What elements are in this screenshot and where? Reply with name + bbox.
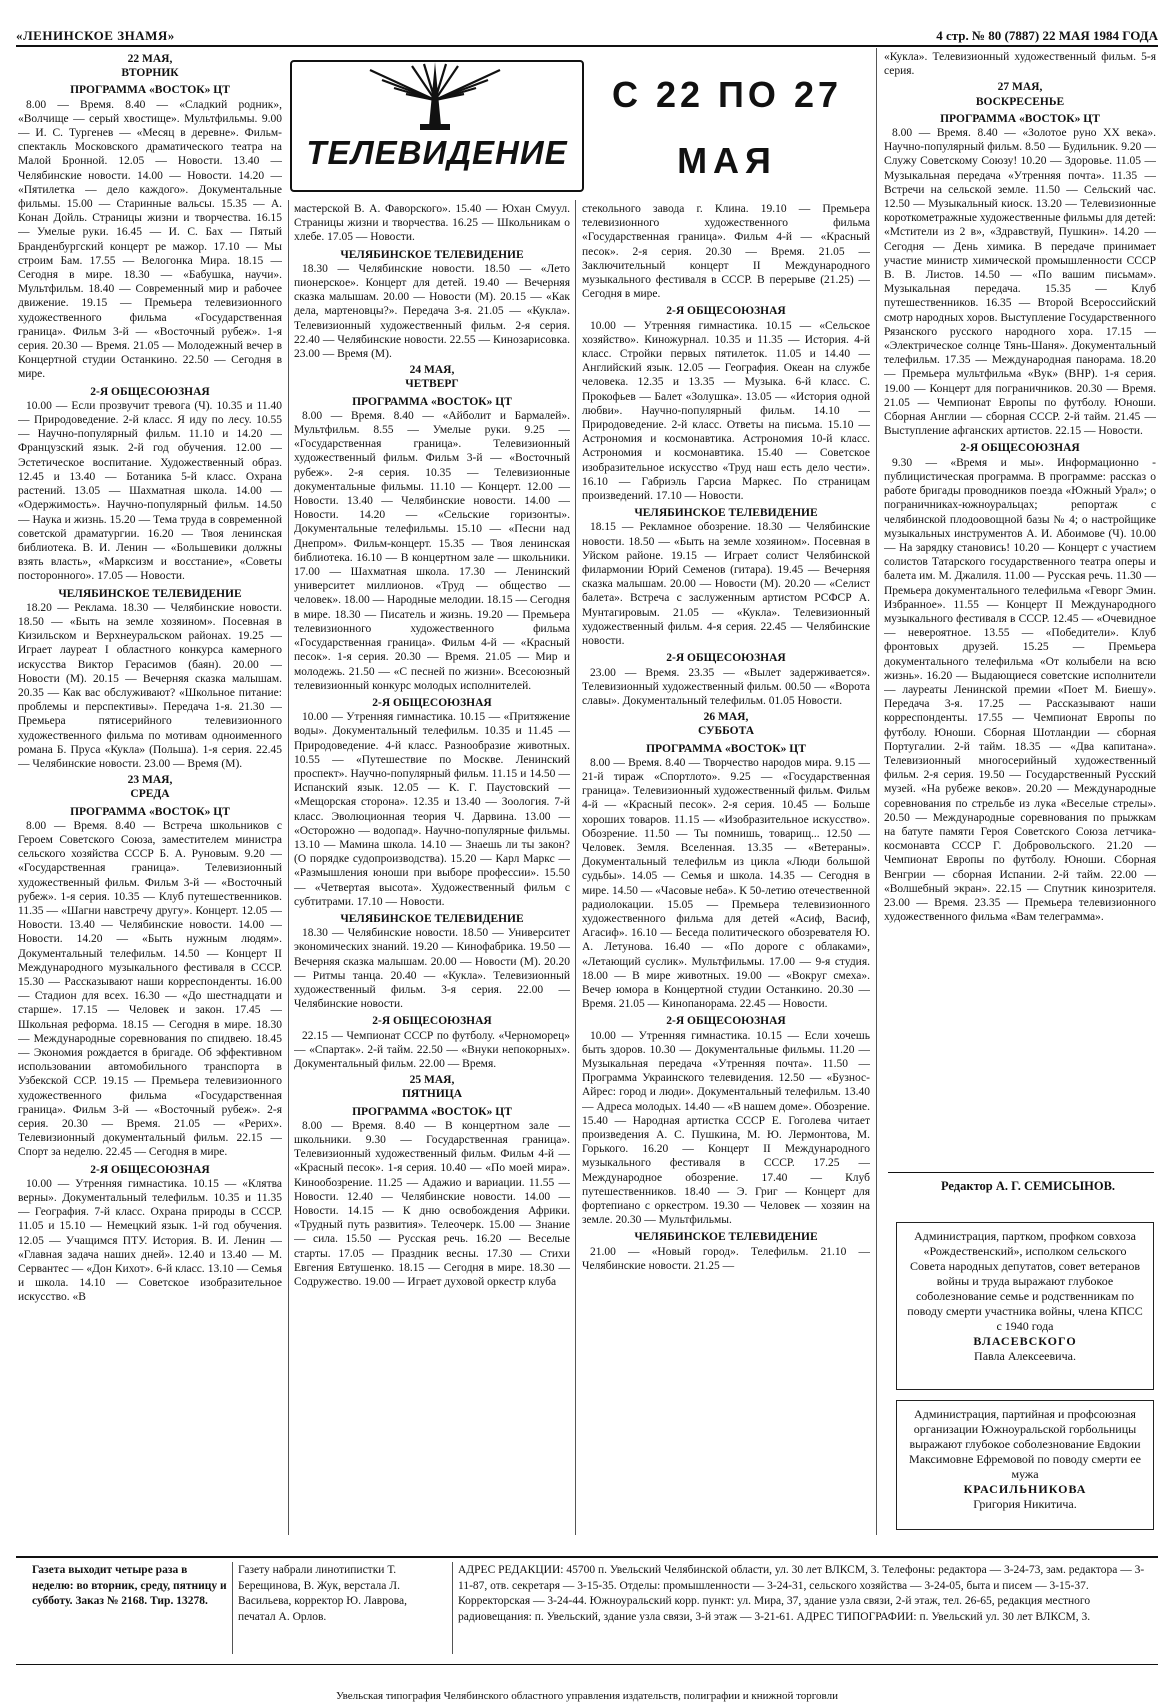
program-text: 10.00 — Утренняя гимнастика. 10.15 — «Притяжение воды». Документальный телефильм. 10.35 и 11.45 — Природоведение. 4-й класс. Разнообразие животных. 10.55 — «Путешествие по Москве. Ленинский проспект». Научно-популярный фильм. 11.15 и 14.50 — Испанский язык. 12.05 — К. Г. Паустовский — «Мещорская сторона». 12.35 и 13.40 — Зоология. 7-й класс. Эволюционная теория Ч. Дарвина. 13.00 — «Осторожно — водопад». Научно-популярные фильмы. 13.10 — Мамина школа. 14.10 — Знаешь ли ты закон? (О порядке судопроизводства). 15.20 — Карл Маркс — «Размышления юноши при выборе профессии». 15.50 — «Четвертая высота». Художественный фильм с субтитрами. 17.10 — Новости.	[294, 711, 570, 908]
program-text: «Кукла». Телевизионный художественный фильм. 5-я серия.	[884, 51, 1156, 78]
program-text: 10.00 — Утренняя гимнастика. 10.15 — Если хочешь быть здоров. 10.30 — Документальные фильмы. 11.20 — Музыкальная передача «Утренняя почта». 11.50 — Программа Украинского телевидения. 12.50 — «Бузнос-Айрес: город и люди». Документальный телефильм. 13.40 — Адреса молодых. 14.40 — «В нашем доме». Обозрение. 15.40 — Народная артистка СССР Е. Гоголева читает произведения А. С. Пушкина, М. Ю. Лермонтова, М. Горького. 16.20 — Концерт II Международного музыкального фестиваля в СССР. 17.25 — Международное обозрение. 17.40 — Клуб путешественников. 18.40 — Э. Григ — Концерт для фортепиано с оркестром. 19.30 — Человек — хозяин на земле. 20.30 — Мультфильмы.	[582, 1029, 870, 1227]
column-thursday-friday	[294, 202, 570, 1536]
section-heading: ПРОГРАММА «ВОСТОК» ЦТ	[940, 112, 1100, 125]
program-text: 18.20 — Реклама. 18.30 — Челябинские новости. 18.50 — «Быть на земле хозяином». Посевная в Кизильском и Верхнеуральском районах. 19.25 — Играет лауреат I областного конкурса камерного искусства Виктор Герасимов (баян). 20.00 — Новости (М). 20.15 — Вечерняя сказка малышам. 20.35 — Как вас обслуживают? «Школьное питание: проблемы и перспективы». Передача 1-я. 21.30 — Премьера пятисерийного телевизионного художественного фильма по мотивам одноименного романа Б. Пруса «Кукла» (Польша). 1-я серия. 22.45 — Челябинские новости. 23.00 — Время (М).	[18, 601, 282, 770]
day-date: 23 МАЯ,	[127, 774, 173, 787]
column-tuesday-wednesday	[18, 50, 282, 1536]
column-rule	[575, 200, 576, 1535]
program-text: 22.15 — Чемпионат СССР по футболу. «Черноморец» — «Спартак». 2-й тайм. 22.50 — «Внуки непокорных». Документальный фильм. 22.00 — Время.	[294, 1029, 570, 1070]
day-name: СУББОТА	[697, 725, 755, 738]
program-text: 10.00 — Если прозвучит тревога (Ч). 10.35 и 11.40 — Природоведение. 2-й класс. Я иду по лесу. 10.55 — Научно-популярный фильм. 11.10 и 14.20 — Французский язык. 2-й год обучения. 12.00 — Эстетическое воспитание. Художественный образ. 12.45 и 13.40 — Ботаника 5-й класс. Охрана растений. 13.05 — Шахматная школа. 14.00 — «Одержимость». Научно-популярный фильм. 14.50 — Наука и жизнь. 15.20 — Тема труда в современной советской драматургии. 16.20 — Твоя ленинская библиотека. В. И. Ленин — «Большевики должны взять власть», «Марксизм и восстание», «Советы посторонного». 17.05 — Новости.	[18, 399, 282, 583]
program-text: 9.30 — «Время и мы». Информационно - публицистическая программа. В программе: рассказ о работе бригады проводников поезда «Южный Урал»; о пограничниках-южноуральцах; репортаж с челябинской плодоовощной базы № 4; о настройщике музыкальных инструментов А. И. Абоимове (Ч). 10.00 — На зарядку становись! 10.20 — Концерт с участием солистов Татарского государственного театра оперы и балета им. М. Джалиля. 11.00 — Русская речь. 11.30 — Премьера документального телефильма «Геворг Эмин. Избранное». 11.55 — Концерт II Международного музыкального фестиваля в СССР. 12.45 — «Очевидное — невероятное. 13.55 — «Победители». Клуб фронтовых друзей. 15.25 — Премьера документального телефильма «От колыбели на всю жизнь». 16.20 — Выдающиеся советские исполнители — лауреаты Ленинской премии «Поет М. Биешу». Передача 3-я. 17.25 — Рассказывают наши корреспонденты. 17.55 — Чемпионат Европы по футболу. Юноши. Сборная Шотландии — сборная Португалии. 2-й тайм. 18.35 — «Два капитана». Телевизионный многосерийный художественный фильм. 2-я серия. 19.50 — Государственный Русский музей. «На рубеже веков». 20.20 — Международные соревнования по стрельбе из лука «Веселые стрелы». 20.50 — Международные соревнования по прыжкам на батуте памяти Героя Советского Союза летчика-космонавта СССР Г. Добровольского. 21.20 — Чемпионат Европы по футболу. Юноши. Сборная Венгрии — сборная Испании. 2-й тайм. 22.00 — «Волшебный экран». 22.15 — Спутник кинозрителя. 23.00 — Время. 23.35 — Премьера телевизионного художественного фильма «Вам телеграмма».	[884, 456, 1156, 924]
section-heading: ПРОГРАММА «ВОСТОК» ЦТ	[70, 84, 230, 97]
section-heading: ЧЕЛЯБИНСКОЕ ТЕЛЕВИДЕНИЕ	[340, 248, 524, 261]
printer-imprint: Увельская типография Челябинского областного управления издательств, полиграфии и книжной торговли	[336, 1690, 838, 1702]
issue-info: 4 стр. № 80 (7887) 22 МАЯ 1984 ГОДА	[936, 28, 1158, 43]
footer-divider	[232, 1562, 233, 1654]
header-rule	[16, 45, 1158, 47]
program-text: 8.00 — Время. 8.40 — Встреча школьников с Героем Советского Союза, заместителем министра сельского хозяйства СССР Б. А. Руновым. 9.20 — «Государственная граница». Телевизионный художественный фильм. Фильм 3-й — «Восточный рубеж». 1-я серия. 10.35 — Клуб путешественников. 11.35 — «Шагни навстречу другу». Концерт. 12.05 — Новости. 13.40 — Челябинские новости. 14.00 — Новости. 14.20 — «Быть нужным людям». Документальный телефильм. 14.50 — Концерт II Международного музыкального фестиваля в СССР. 15.30 — Рассказывают наши корреспонденты. 16.00 — Стадион для всех. 16.30 — «До шестнадцати и старше». 17.15 — Человек и закон. 17.45 — Школьная реформа. 18.15 — Сегодня в мире. 18.30 — Международные соревнования по спидвею. 18.45 — Экономия рождается в бригаде. Об эффективном использовании автомобильного транспорта в Узбекской ССР. 19.15 — Премьера телевизионного художественного фильма «Государственная граница». Фильм 3-й — «Восточный рубеж». 2-я серия. 20.30 — Время. 21.05 — «Рерих». Телевизионный документальный фильм. 22.15 — Спорт за неделю. 22.45 — Сегодня в мире.	[18, 819, 282, 1159]
typesetting-credits: Газету набрали линотипистки Т. Берещинова, В. Жук, верстала Л. Васильева, корректор Ю. Лаврова, печатал А. Орлов.	[238, 1564, 407, 1623]
column-rule	[876, 48, 877, 1535]
program-text: 21.00 — «Новый город». Телефильм. 21.10 — Челябинские новости. 21.25 —	[582, 1245, 870, 1272]
day-name: ПЯТНИЦА	[401, 1088, 463, 1101]
footer-divider	[452, 1562, 453, 1654]
day-date: 22 МАЯ,	[127, 53, 173, 65]
column-sunday	[884, 50, 1156, 1170]
deceased-surname: ВЛАСЕВСКОГО	[973, 1334, 1077, 1348]
tv-tower-icon	[292, 62, 578, 132]
section-heading: 2-Я ОБЩЕСОЮЗНАЯ	[666, 652, 786, 665]
day-name: ВОСКРЕСЕНЬЕ	[975, 95, 1065, 108]
program-text: 8.00 — Время. 8.40 — Творчество народов мира. 9.15 — 21-й тираж «Спортлото». 9.25 — «Государственная граница». Телевизионный художественный фильм. Фильм 4-й — «Красный песок». 2-я серия. 10.45 — Больше хороших товаров. 11.15 — «Изобразительное искусство». Обозрение. 11.50 — Ты помнишь, товарищ... 12.50 — Человек. Земля. Вселенная. 13.35 — «Ветераны». Документальный телефильм из цикла «Люди большой судьбы». 14.05 — Семья и школа. 14.35 — Сегодня в мире. 14.50 — «Часовые неба». К 50-летию отечественной радиолокации. 15.05 — Премьера телевизионного художественного фильма для детей «Асиф, Васиф, Агасиф». 16.10 — Беседа политического обозревателя Ю. А. Летунова. 16.40 — «По дороге с облаками», «Летающий суслик». Мультфильмы. 17.00 — 9-я студия. 18.00 — В мире животных. 19.00 — «Вокруг смеха». Вечер юмора в Концертной студии Останкино. 20.30 — Время. 21.05 — Кинопанорама. 22.45 — Новости.	[582, 756, 870, 1011]
tv-banner	[290, 52, 864, 198]
condolence-notice	[896, 1222, 1154, 1390]
banner-dates: С 22 ПО 27	[612, 74, 842, 115]
editor-signature: Редактор А. Г. СЕМИСЫНОВ.	[940, 1179, 1116, 1193]
section-heading: ЧЕЛЯБИНСКОЕ ТЕЛЕВИДЕНИЕ	[634, 507, 818, 520]
program-text: мастерской В. А. Фаворского». 15.40 — Юхан Смуул. Страницы жизни и творчества. 16.25 — Школьникам о хлебе. 17.05 — Новости.	[294, 203, 570, 244]
column-rule	[288, 200, 289, 1535]
condolence-notice	[896, 1400, 1154, 1530]
section-heading: ПРОГРАММА «ВОСТОК» ЦТ	[70, 805, 230, 818]
day-name: СРЕДА	[130, 788, 170, 801]
section-heading: 2-Я ОБЩЕСОЮЗНАЯ	[90, 385, 210, 398]
program-text: 23.00 — Время. 23.35 — «Вылет задерживается». Телевизионный художественный фильм. 00.50 — «Ворота славы». Документальный телефильм. 01.05 Новости.	[582, 666, 870, 707]
banner-title: ТЕЛЕВИДЕНИЕ	[306, 134, 568, 171]
program-text: стекольного завода г. Клина. 19.10 — Премьера телевизионного художественного фильма «Государственная граница». Фильм 4-й — «Красный песок». 2-я серия. 20.30 — Время. 21.05 — Заключительный концерт II Международного музыкального фестиваля в СССР. В перерыве (21.25) — Сегодня в мире.	[582, 203, 870, 301]
section-heading: ПРОГРАММА «ВОСТОК» ЦТ	[646, 742, 806, 755]
newspaper-header	[16, 28, 1158, 44]
deceased-name: Павла Алексеевича.	[974, 1349, 1076, 1363]
publication-info: Газета выходит четыре раза в неделю: во вторник, среду, пятницу и субботу. Заказ № 2168. Тир. 13278.	[32, 1564, 227, 1607]
column-saturday	[582, 202, 870, 1536]
program-text: 8.00 — Время. 8.40 — «Золотое руно XX века». Научно-популярный фильм. 8.50 — Будильник. 9.20 — Служу Советскому Союзу! 10.20 — Здоровье. 11.05 — Музыкальная передача «Утренняя почта». 11.35 — Встречи на сельской земле. 11.50 — Сельский час. 12.50 — Музыкальный киоск. 13.20 — Телевизионные короткометражные художественные фильмы для детей: «Мстители из 2 в», «Здравствуй, Пушкин». 14.20 — Сегодня — День химика. В передаче принимает участие министр химической промышленности СССР В. В. Листов. 14.50 — «По вашим письмам». Музыкальная передача. 15.35 — Клуб путешественников. 16.35 — Второй Всероссийский смотр народных хоров. Выступление Государственного Рязанского русского народного хора. 17.15 — «Электрическое солнце Тянь-Шаня». Документальный телефильм. 17.35 — Международная панорама. 18.20 — Премьера мультфильма «Вук» (ВНР). 1-я серия. 19.00 — Концерт для пограничников. 20.30 — Время. 21.05 — Чемпионат Европы по футболу. Юноши. Сборная Англии — сборная СССР. 2-й тайм. 21.45 — Выступление афганских артистов. 22.15 — Новости.	[884, 127, 1156, 438]
footer-rule	[16, 1664, 1158, 1665]
day-date: 27 МАЯ,	[997, 81, 1043, 94]
deceased-name: Григория Никитича.	[973, 1497, 1077, 1511]
day-date: 26 МАЯ,	[703, 711, 749, 724]
banner-box	[290, 60, 584, 192]
deceased-surname: КРАСИЛЬНИКОВА	[963, 1482, 1087, 1496]
section-heading: 2-Я ОБЩЕСОЮЗНАЯ	[960, 442, 1080, 455]
program-text: 18.15 — Рекламное обозрение. 18.30 — Челябинские новости. 18.50 — «Быть на земле хозяином». Посевная в Уйском районе. 19.15 — Играет солист Челябинской филармонии Юрий Семенов (гитара). 19.45 — Вечерняя сказка малышам. 20.00 — Новости (М). 20.20 — «Селист балета». Встреча с заслуженным артистом РСФСР А. Мунтагировым. 21.05 — «Кукла». Телевизионный художественный фильм. 4-я серия. 22.45 — Челябинские новости.	[582, 521, 870, 648]
program-text: 8.00 — Время. 8.40 — В концертном зале — школьники. 9.30 — Государственная граница». Телевизионный художественный фильм. Фильм 4-й — «Красный песок». 1-я серия. 10.40 — «По моей мира». Кинообозрение. 11.25 — Адажио и вариации. 11.55 — Новости. 12.40 — Челябинские новости. 14.00 — Новости. 14.15 — К дню освобождения Африки. «Трудный путь развития». Телеочерк. 15.00 — Знание — сила. 15.50 — Русская речь. 16.20 — Веселые старты. 17.05 — Праздник весны. 17.30 — Стихи Евгения Евтушенко. 18.15 — Сегодня в мире. 18.30 — Содружество. 19.00 — Играет духовой оркестр клуба	[294, 1119, 570, 1289]
section-heading: ПРОГРАММА «ВОСТОК» ЦТ	[352, 1105, 512, 1118]
editorial-address: АДРЕС РЕДАКЦИИ: 45700 п. Увельский Челябинской области, ул. 30 лет ВЛКСМ, 3. Телефоны: редактора — 3-24-73, зам. редактора — 3-11-87, отв. секретаря — 3-15-35. Отделы: промышленности — 3-24-31, сельского хозяйства — 3-24-05, быта и писем — 3-15-37. Корректорская — 3-24-44. Южноуральский корр. пункт: ул. Мира, 37, здание узла связи, 2-й этаж, тел. 26-65, редакция местного радиовещания: п. Увельский, здание узла связи, 3-й этаж — 3-21-61. АДРЕС ТИПОГРАФИИ: п. Увельский ул. 30 лет ВЛКСМ, 3.	[458, 1564, 1145, 1623]
banner-month: МАЯ	[677, 140, 777, 181]
newspaper-title: «ЛЕНИНСКОЕ ЗНАМЯ»	[16, 28, 175, 43]
program-text: 10.00 — Утренняя гимнастика. 10.15 — «Сельское хозяйство». Киножурнал. 10.35 и 11.35 — История. 4-й класс. Стройки первых пятилеток. 11.05 и 14.40 — Английский язык. 12.05 — География. Океан на службе человека. 12.35 и 13.35 — Музыка. 6-й класс. С. Прокофьев — Балет «Золушка». 13.05 — «История одной любви». Научно-популярный фильм. 14.10 — Природоведение. 2-й класс. Ответы на письма. 15.10 — Астрономия и космонавтика. Астрономия 10-й класс. Астрономия и космонавтика. 15.40 — Советское изобразительное искусство «Труд наш есть дело чести». 16.10 — Габриэль Гарсиа Маркес. По страницам произведений. 17.10 — Новости.	[582, 319, 870, 503]
program-text: 8.00 — Время. 8.40 — «Айболит и Бармалей». Мультфильм. 8.55 — Умелые руки. 9.25 — «Государственная граница». Телевизионный художественный фильм. Фильм 3-й — «Восточный рубеж». 2-я серия. 10.35 — Телевизионные документальные фильмы. 11.10 — Концерт. 12.00 — Новости. 13.40 — Челябинские новости. 14.00 — Новости. 14.20 — «Сельские горизонты». Документальные телефильмы. 15.10 — «Песни над Днепром». Фильм-концерт. 15.35 — Твоя ленинская библиотека. 16.10 — В концертном зале — школьники. 17.00 — Шахматная школа. 17.30 — Ленинский университет миллионов. «Труд — общество — человек». 18.00 — Народные мелодии. 18.15 — Сегодня в мире. 18.30 — Писатель и жизнь. 19.20 — Премьера телевизионного художественного фильма «Государственная граница». Фильм 4-й — «Красный песок». 1-я серия. 20.30 — Время. 21.05 — Мир и молодежь. 21.50 — «С песней по жизни». Всесоюзный телевизионный конкурс молодых исполнителей.	[294, 409, 570, 692]
notice-text: Администрация, партком, профком совхоза «Рождественский», исполком сельского Совета народных депутатов, совет ветеранов войны и труда выражают глубокое соболезнование семье и родственникам по поводу смерти участника войны, члена КПСС с 1940 года	[907, 1229, 1143, 1333]
section-heading: ЧЕЛЯБИНСКОЕ ТЕЛЕВИДЕНИЕ	[634, 1231, 818, 1244]
day-date: 24 МАЯ,	[409, 364, 455, 377]
section-heading: 2-Я ОБЩЕСОЮЗНАЯ	[372, 696, 492, 709]
program-text: 8.00 — Время. 8.40 — «Сладкий родник», «Волчище — серый хвостище». Мультфильмы. 9.00 — И. С. Тургенев — «Месяц в деревне». Фильм-спектакль Московского драматического театра на Малой Бронной. 12.05 — Новости. 13.40 — Челябинские новости. 14.00 — Новости. 14.20 — «Пятилетка — дело каждого». Документальные фильмы. 15.00 — Старинные вальсы. 15.35 — А. Конан Дойль. Страницы жизни и творчества. 16.15 — Умелые руки. 16.45 — И. С. Бах — Пятый Бранденбургский концерт ре мажор. 17.10 — Мы строим Бам. 17.55 — Велогонка Мира. 18.15 — Сегодня в мире. 18.30 — «Бабушка, научи». Мультфильм. 18.40 — Современный мир и рабочее движение. 19.15 — Премьера телевизионного художественного фильма «Государственная граница». Фильм 3-й — «Восточный рубеж». 1-я серия. 20.30 — Время. 21.05 — Молодежный вечер в Концертной студии Останкино. 22.50 — Сегодня в мире.	[18, 98, 282, 381]
day-name: ВТОРНИК	[121, 67, 179, 80]
program-text: 10.00 — Утренняя гимнастика. 10.15 — «Клятва верны». Документальный телефильм. 10.35 и 11.35 — География. 7-й класс. Охрана природы в СССР. 11.05 и 15.10 — Немецкий язык. 1-й год обучения. 12.05 — Учащимся ПТУ. История. В. И. Ленин — «Главная задача наших дней». 12.40 и 13.40 — М. Сервантес — «Дон Кихот». 6-й класс. 13.10 — Семья и школа. 14.10 — Советское изобразительное искусство. «В	[18, 1177, 282, 1304]
day-date: 25 МАЯ,	[409, 1074, 455, 1087]
notice-text: Администрация, партийная и профсоюзная организации Южноуральской горбольницы выражают глубокое соболезнование Евдокии Максимовне Ефремовой по поводу смерти ее мужа	[909, 1407, 1141, 1481]
program-text: 18.30 — Челябинские новости. 18.50 — «Лето пионерское». Концерт для детей. 19.40 — Вечерняя сказка малышам. 20.00 — Новости (М). 20.15 — «Как дела, мартеновцы?». Передача 3-я. 21.05 — «Кукла». Телевизионный художественный фильм. 2-я серия. 22.40 — Челябинские новости. 22.55 — Кинозарисовка. 23.00 — Время (М).	[294, 262, 570, 361]
section-heading: 2-Я ОБЩЕСОЮЗНАЯ	[90, 1163, 210, 1176]
section-heading: 2-Я ОБЩЕСОЮЗНАЯ	[666, 1015, 786, 1028]
section-heading: ЧЕЛЯБИНСКОЕ ТЕЛЕВИДЕНИЕ	[340, 912, 524, 925]
day-name: ЧЕТВЕРГ	[405, 378, 459, 391]
section-heading: 2-Я ОБЩЕСОЮЗНАЯ	[372, 1015, 492, 1028]
footer-rule	[16, 1556, 1158, 1558]
program-text: 18.30 — Челябинские новости. 18.50 — Университет экономических знаний. 19.20 — Кинофабрика. 19.50 — Вечерняя сказка малышам. 20.00 — Новости (М). 20.20 — Ритмы танца. 20.40 — «Кукла». Телевизионный художественный фильм. 3-я серия. 22.00 — Челябинские новости.	[294, 927, 570, 1011]
section-heading: ЧЕЛЯБИНСКОЕ ТЕЛЕВИДЕНИЕ	[58, 587, 242, 600]
section-heading: 2-Я ОБЩЕСОЮЗНАЯ	[666, 305, 786, 318]
editor-rule	[888, 1172, 1154, 1173]
section-heading: ПРОГРАММА «ВОСТОК» ЦТ	[352, 395, 512, 408]
